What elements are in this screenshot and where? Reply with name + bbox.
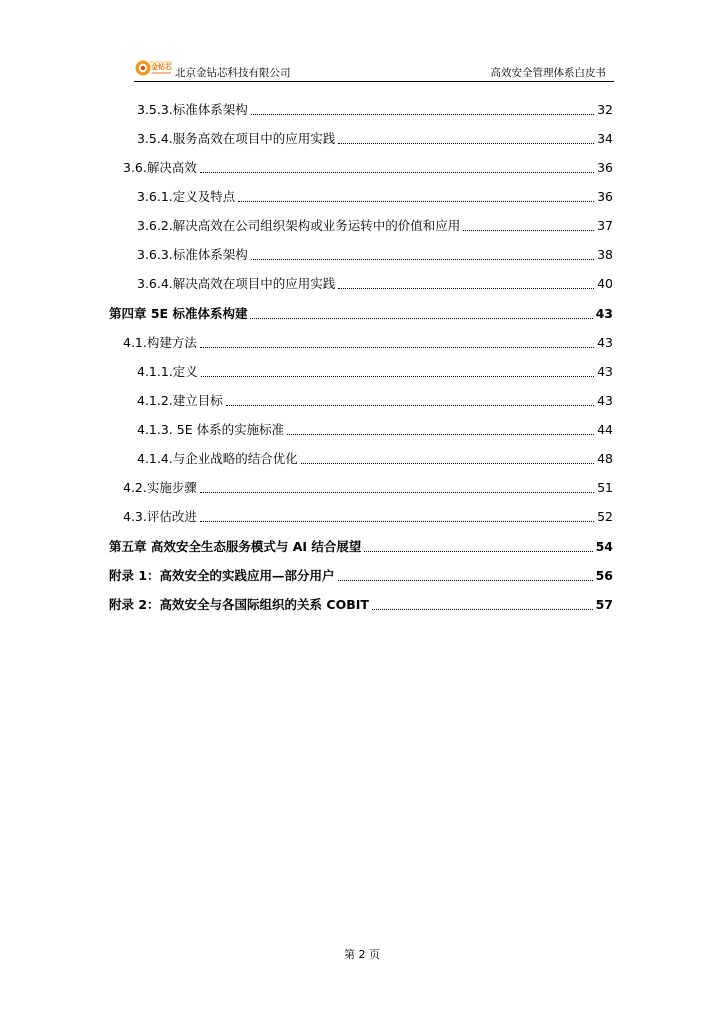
toc-entry-label: 3.6.1.定义及特点	[137, 189, 236, 204]
toc-entry-page: 43	[597, 335, 613, 350]
toc-entry-chapter[interactable]	[109, 538, 613, 556]
toc-entry-page: 36	[597, 189, 613, 204]
toc-entry[interactable]	[137, 363, 613, 381]
toc-entry[interactable]	[123, 479, 613, 497]
toc-entry-label: 3.6.2.解决高效在公司组织架构或业务运转中的价值和应用	[137, 218, 461, 233]
toc-entry-label: 4.3.评估改进	[123, 509, 197, 524]
toc-entry-page: 52	[597, 509, 613, 524]
toc-entry[interactable]	[137, 275, 613, 293]
document-title: 高效安全管理体系白皮书	[490, 67, 606, 79]
toc-entry[interactable]	[123, 159, 613, 177]
toc-entry-label: 4.1.构建方法	[123, 335, 197, 350]
toc-entry-label: 4.1.3. 5E 体系的实施标准	[137, 422, 285, 437]
toc-entry[interactable]	[137, 421, 613, 439]
toc-entry-label: 4.1.4.与企业战略的结合优化	[137, 451, 298, 466]
dot-leader	[251, 114, 594, 115]
dot-leader	[364, 551, 592, 552]
toc-entry-page: 56	[595, 568, 613, 583]
dot-leader	[226, 405, 594, 406]
toc-entry[interactable]	[137, 101, 613, 119]
toc-entry-label: 3.5.4.服务高效在项目中的应用实践	[137, 131, 336, 146]
company-logo	[134, 56, 174, 78]
toc-entry-page: 54	[595, 539, 613, 554]
dot-leader	[200, 492, 594, 493]
dot-leader	[287, 434, 594, 435]
toc-entry-label: 3.6.3.标准体系架构	[137, 247, 248, 262]
toc-entry-page: 48	[597, 451, 613, 466]
toc-entry-label: 3.5.3.标准体系架构	[137, 102, 248, 117]
toc-entry[interactable]	[137, 392, 613, 410]
toc-entry-page: 36	[597, 160, 613, 175]
dot-leader	[200, 172, 594, 173]
toc-entry-page: 34	[597, 131, 613, 146]
header-rule	[134, 81, 614, 82]
toc-entry-page: 51	[597, 480, 613, 495]
dot-leader	[200, 347, 594, 348]
toc-entry-label: 4.1.2.建立目标	[137, 393, 223, 408]
dot-leader	[372, 609, 593, 610]
dot-leader	[301, 463, 594, 464]
toc-entry[interactable]	[123, 334, 613, 352]
company-name: 北京金钻芯科技有限公司	[175, 67, 291, 79]
toc-entry-page: 43	[597, 393, 613, 408]
dot-leader	[201, 376, 594, 377]
toc-entry-label: 3.6.解决高效	[123, 160, 197, 175]
dot-leader	[338, 288, 594, 289]
toc-entry-appendix[interactable]	[109, 567, 613, 585]
toc-entry[interactable]	[137, 246, 613, 264]
toc-entry[interactable]	[137, 450, 613, 468]
dot-leader	[463, 230, 594, 231]
dot-leader	[251, 259, 594, 260]
toc-entry-label: 4.1.1.定义	[137, 364, 198, 379]
toc-entry[interactable]	[137, 130, 613, 148]
toc-entry-page: 44	[597, 422, 613, 437]
dot-leader	[338, 580, 593, 581]
toc-entry-label: 第五章 高效安全生态服务模式与 AI 结合展望	[109, 539, 362, 554]
toc-entry-page: 32	[597, 102, 613, 117]
toc-entry-page: 40	[597, 276, 613, 291]
dot-leader	[250, 318, 592, 319]
toc-entry-label: 附录 2：高效安全与各国际组织的关系 COBIT	[109, 597, 369, 612]
page-footer	[0, 946, 724, 962]
toc-entry-page: 43	[595, 306, 613, 321]
dot-leader	[200, 521, 594, 522]
page-number: 第 2 页	[344, 948, 380, 961]
dot-leader	[338, 143, 594, 144]
toc-entry-page: 43	[597, 364, 613, 379]
toc-entry[interactable]	[137, 217, 613, 235]
toc-entry[interactable]	[137, 188, 613, 206]
toc-entry-appendix[interactable]	[109, 596, 613, 614]
toc-entry-label: 附录 1：高效安全的实践应用—部分用户	[109, 568, 335, 583]
toc-entry-label: 3.6.4.解决高效在项目中的应用实践	[137, 276, 336, 291]
toc-entry-chapter[interactable]	[109, 305, 613, 323]
toc-entry-page: 38	[597, 247, 613, 262]
dot-leader	[238, 201, 594, 202]
page-header	[134, 54, 614, 82]
toc-entry-label: 第四章 5E 标准体系构建	[109, 306, 248, 321]
toc-entry-page: 37	[597, 218, 613, 233]
toc-entry-page: 57	[595, 597, 613, 612]
toc-entry-label: 4.2.实施步骤	[123, 480, 197, 495]
svg-text:金钻芯: 金钻芯	[151, 63, 172, 71]
toc-entry[interactable]	[123, 508, 613, 526]
